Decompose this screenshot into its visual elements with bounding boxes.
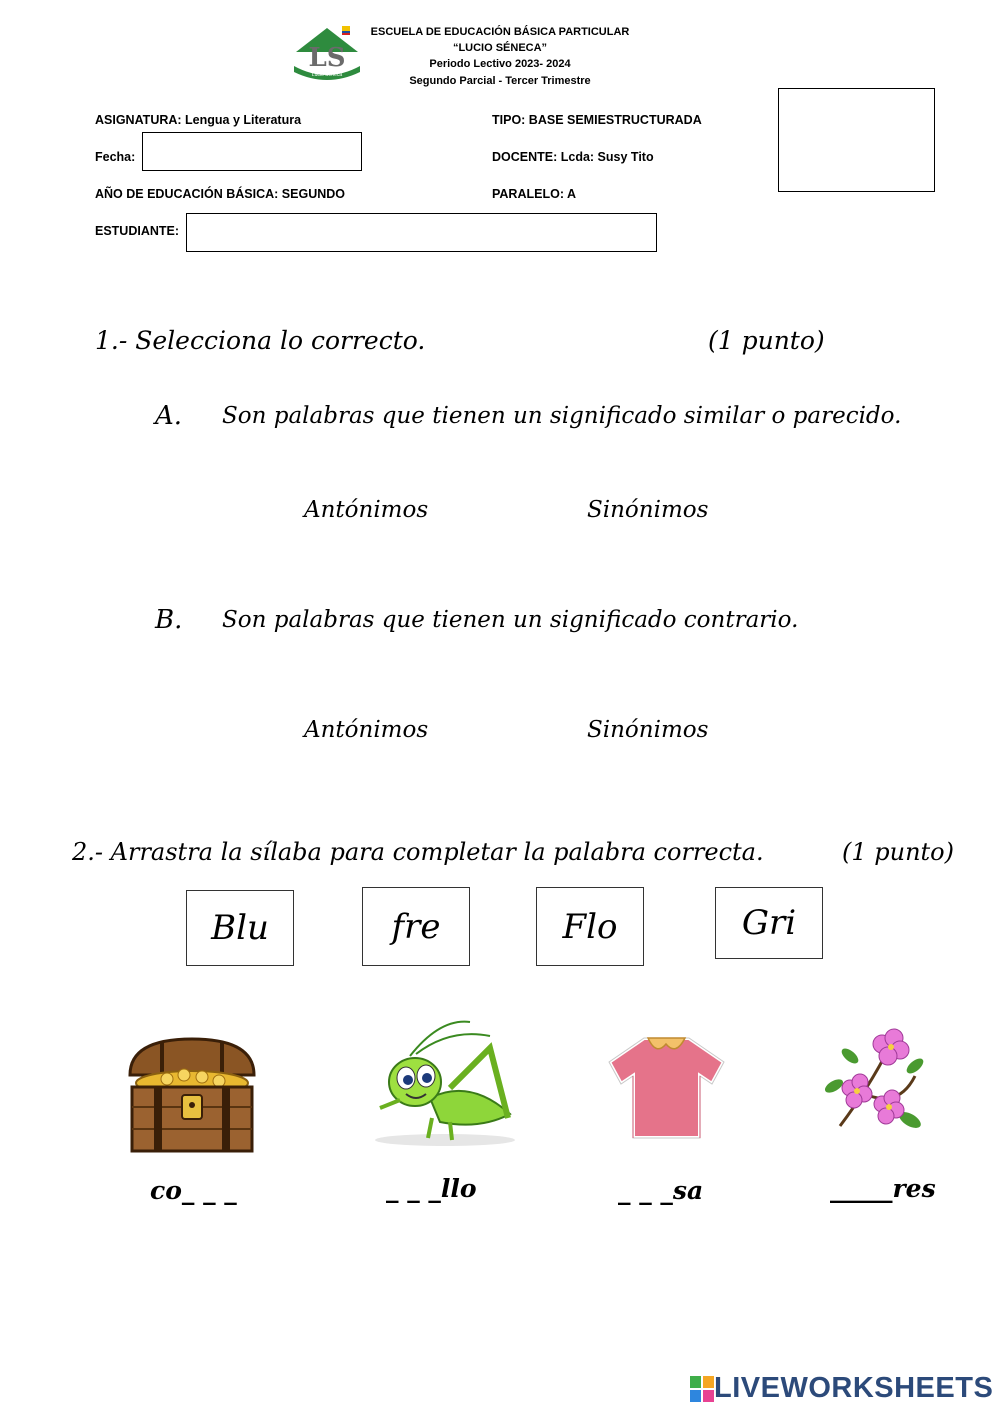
question1-b-option-antonimos[interactable]: Antónimos — [304, 717, 429, 743]
section-label: PARALELO: A — [492, 187, 577, 201]
date-label: Fecha: — [95, 150, 136, 164]
question1-a-letter: A. — [155, 401, 183, 431]
school-name: “LUCIO SÉNECA” — [452, 42, 548, 54]
syllable-blu[interactable]: Blu — [186, 890, 294, 966]
school-heading: ESCUELA DE EDUCACIÓN BÁSICA PARTICULAR — [370, 26, 630, 38]
liveworksheets-grid-icon — [690, 1376, 714, 1402]
subject-label: ASIGNATURA: Lengua y Literatura — [95, 113, 302, 127]
liveworksheets-text: LIVEWORKSHEETS — [714, 1372, 994, 1404]
grade-label: AÑO DE EDUCACIÓN BÁSICA: SEGUNDO — [95, 187, 346, 201]
grasshopper-icon — [370, 1018, 520, 1148]
syllable-gri[interactable]: Gri — [715, 887, 823, 959]
student-label: ESTUDIANTE: — [95, 224, 180, 238]
question1-points: (1 punto) — [708, 326, 825, 355]
teacher-label: DOCENTE: Lcda: Susy Tito — [492, 150, 654, 164]
question1-a-text: Son palabras que tienen un significado similar o parecido. — [222, 403, 902, 429]
school-term: Segundo Parcial - Tercer Trimestre — [409, 75, 591, 87]
question1-a-option-sinonimos[interactable]: Sinónimos — [587, 497, 709, 523]
treasure-chest-icon — [122, 1035, 262, 1157]
word-flowers[interactable]: _____res — [830, 1174, 936, 1203]
question2-points: (1 punto) — [842, 838, 954, 866]
word-grasshopper[interactable]: _ _ _llo — [386, 1174, 477, 1203]
syllable-fre[interactable]: fre — [362, 887, 470, 966]
svg-text:LS: LS — [308, 43, 346, 73]
question1-b-text: Son palabras que tienen un significado contrario. — [222, 607, 799, 633]
liveworksheets-logo — [690, 1372, 993, 1405]
question1-title: 1.- Selecciona lo correcto. — [95, 326, 426, 355]
flowers-icon — [820, 1016, 925, 1140]
word-chest[interactable]: co_ _ _ — [150, 1176, 237, 1205]
blouse-icon — [604, 1032, 729, 1144]
question1-a-option-antonimos[interactable]: Antónimos — [304, 497, 429, 523]
question1-b-option-sinonimos[interactable]: Sinónimos — [587, 717, 709, 743]
school-period: Periodo Lectivo 2023- 2024 — [429, 58, 571, 70]
question1-b-letter: B. — [155, 605, 183, 635]
syllable-flo[interactable]: Flo — [536, 887, 644, 966]
type-label: TIPO: BASE SEMIESTRUCTURADA — [492, 113, 702, 127]
svg-text:Lucio Séneca: Lucio Séneca — [311, 72, 343, 78]
word-blouse[interactable]: _ _ _sa — [618, 1176, 704, 1205]
score-box[interactable] — [778, 88, 935, 192]
question2-title: 2.- Arrastra la sílaba para completar la palabra correcta. — [72, 838, 764, 866]
date-input[interactable] — [142, 132, 362, 171]
student-input[interactable] — [186, 213, 657, 252]
